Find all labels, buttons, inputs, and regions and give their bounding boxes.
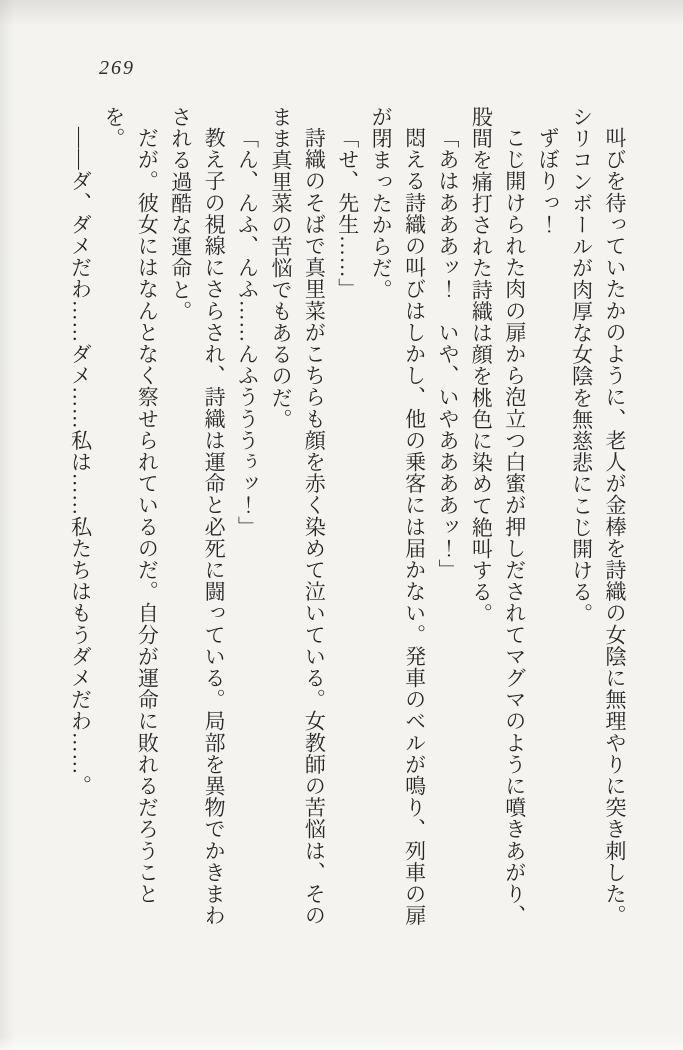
scan-edge-shading-top	[0, 0, 683, 26]
body-text	[63, 106, 631, 944]
paragraph: だが。彼女にはなんとなく察せられているのだ。自分が運命に敗れるだろうことを。	[101, 106, 160, 905]
scan-edge-shading-bottom	[0, 1036, 683, 1050]
paragraph: こじ開けられた肉の扉から泡立つ白蜜が押しだされてマグマのように噴きあがり、股間を痛打された詩織は顔を桃色に染めて絶叫する。	[469, 106, 527, 927]
page-number: 269	[99, 57, 135, 79]
paragraph: 詩織のそばで真里菜がこちらも顔を赤く染めて泣いている。女教師の苦悩は、そのまま真里菜の苦悩でもあるのだ。	[268, 106, 327, 927]
paragraph: 叫びを待っていたかのように、老人が金棒を詩織の女陰に無理やりに突き刺した。シリコンボールが肉厚な女陰を無慈悲にこじ開ける。	[569, 106, 627, 927]
paragraph: 教え子の視線にさらされ、詩織は運命と必死に闘っている。局部を異物でかきまわされる過酷な運命と。	[168, 106, 227, 927]
paragraph-dialogue: 「せ、先生……」	[335, 127, 360, 300]
paragraph-dialogue: 「ん、んふ、んふ……んふうううぅッ！」	[235, 127, 260, 538]
paragraph-dialogue: 「あはあああッ！ いや、いやああああッ！」	[435, 127, 460, 581]
paragraph: 悶える詩織の叫びはしかし、他の乗客には届かない。発車のベルが鳴り、列車の扉が閉まったからだ。	[369, 106, 427, 927]
scan-edge-shading-left	[0, 0, 14, 1050]
paragraph-monologue: ――ダ、ダメだわ……ダメ……私は……私たちはもうダメだわ……。	[68, 127, 93, 797]
paragraph: ずぼりっ！	[536, 127, 561, 235]
